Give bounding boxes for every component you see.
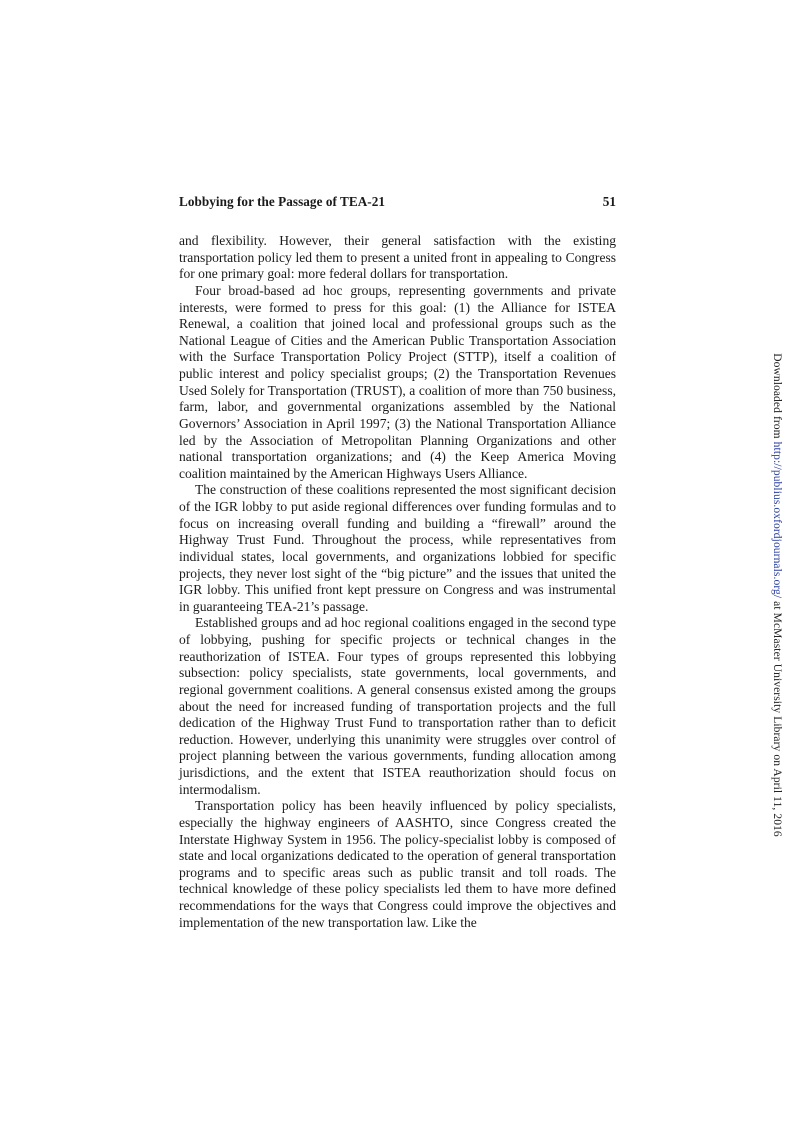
paragraph-3: The construction of these coalitions represented the most significant decision of the IGR lobby to put aside regional differences over funding formulas and to focus on increasing overall funding and building a “firewall” around the Highway Trust Fund. Throughout the process, while representatives from individual states, local governments, and organizations lobbied for specific projects, they never lost sight of the “big picture” and the issues that united the IGR lobby. This unified front kept pressure on Congress and was instrumental in guaranteeing TEA-21’s passage. (179, 482, 616, 614)
running-title: Lobbying for the Passage of TEA-21 (179, 194, 386, 209)
paragraph-2: Four broad-based ad hoc groups, representing governments and private interests, were formed to press for this goal: (1) the Alliance for ISTEA Renewal, a coalition that joined local and professional groups such as the National League of Cities and the American Public Transportation Association with the Surface Transportation Policy Project (STTP), itself a coalition of public interest and policy specialist groups; (2) the Transportation Revenues Used Solely for Transportation (TRUST), a coalition of more than 750 business, farm, labor, and governmental organizations assembled by the National Governors’ Association in April 1997; (3) the National Transportation Alliance led by the Association of Metropolitan Planning Organizations and other national transportation organizations; and (4) the Keep America Moving coalition maintained by the American Highways Users Alliance. (179, 282, 616, 481)
watermark-suffix: at McMaster University Library on April 11, 2016 (771, 598, 783, 837)
page-number: 51 (602, 194, 616, 209)
paragraph-1: and flexibility. However, their general satisfaction with the existing transportation policy led them to present a united front in appealing to Congress for one primary goal: more federal dollars for transportation. (179, 233, 616, 282)
watermark-link[interactable]: http://publius.oxfordjournals.org/ (771, 441, 783, 599)
watermark-prefix: Downloaded from (771, 353, 783, 442)
download-watermark (771, 353, 783, 837)
paragraph-4: Established groups and ad hoc regional coalitions engaged in the second type of lobbying, pushing for specific projects or technical changes in the reauthorization of ISTEA. Four types of groups represented this lobbying subsection: policy specialists, state governments, local governments, and regional government coalitions. A general consensus existed among the groups about the need for increased funding of transportation projects and the full dedication of the Highway Trust Fund to transportation rather than to deficit reduction. However, underlying this unanimity were struggles over control of project planning between the various governments, funding allocation among jurisdictions, and the extent that ISTEA reauthorization should focus on intermodalism. (179, 615, 616, 797)
body-text (179, 233, 616, 931)
paragraph-5: Transportation policy has been heavily influenced by policy specialists, especially the highway engineers of AASHTO, since Congress created the Interstate Highway System in 1956. The policy-specialist lobby is composed of state and local organizations dedicated to the operation of general transportation programs and to specific areas such as public transit and toll roads. The technical knowledge of these policy specialists led them to have more defined recommendations for the ways that Congress could improve the objectives and implementation of the new transportation law. Like the (179, 798, 616, 930)
running-head (179, 194, 616, 210)
